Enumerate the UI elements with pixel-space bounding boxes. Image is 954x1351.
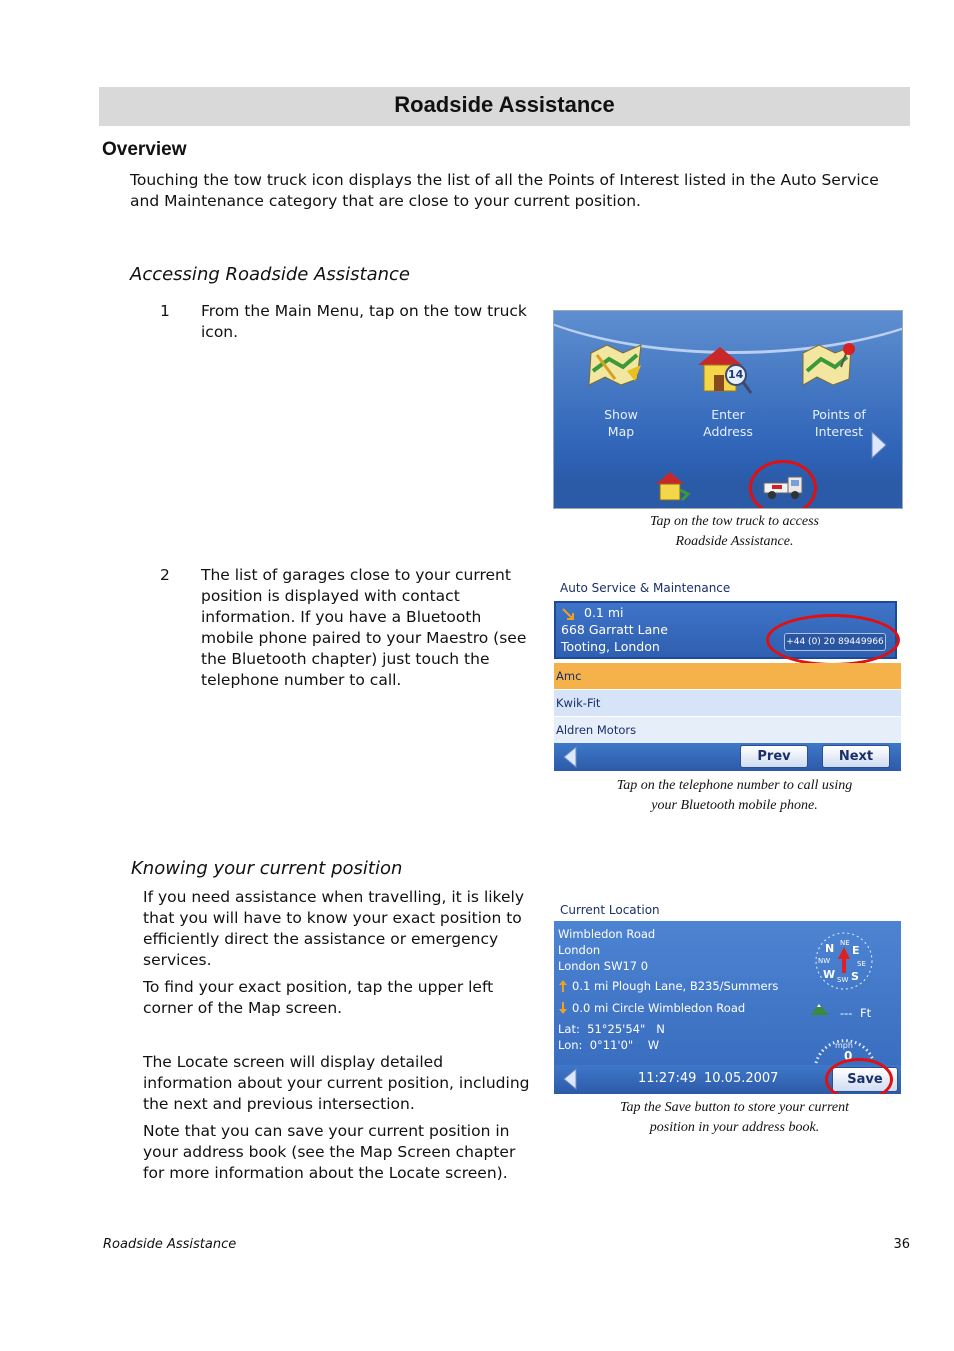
altitude-value: ---	[840, 1006, 853, 1020]
previous-intersection: 0.0 mi Circle Wimbledon Road	[572, 1001, 746, 1015]
phone-highlight-ring	[766, 614, 900, 666]
next-intersection: 0.1 mi Plough Lane, B235/Summers	[572, 979, 779, 993]
compass-e: E	[852, 944, 860, 957]
overview-text: Touching the tow truck icon displays the list of all the Points of Interest listed in the Auto Service and Maintenance category that are close to your current position.	[130, 171, 879, 210]
overview-heading: Overview	[102, 139, 187, 160]
garage-street: 668 Garratt Lane	[561, 622, 668, 637]
compass-sw: SW	[837, 976, 849, 984]
back-arrow-icon[interactable]	[562, 1068, 578, 1090]
clock-time: 11:27:49	[638, 1071, 697, 1086]
down-arrow-icon	[558, 1001, 568, 1015]
next-page-arrow-icon[interactable]	[870, 430, 888, 460]
tow-truck-highlight-ring	[749, 460, 817, 509]
accessing-heading: Accessing Roadside Assistance	[130, 264, 410, 285]
location-line-1: Wimbledon Road	[558, 927, 656, 941]
caption-3: Tap the Save button to store your current position in your address book.	[619, 1100, 850, 1135]
prev-button[interactable]: Prev	[740, 745, 808, 768]
compass-ne: NE	[840, 939, 850, 947]
caption-1: Tap on the tow truck to access Roadside Assistance.	[649, 514, 820, 549]
page-title: Roadside Assistance	[394, 92, 615, 117]
speed-unit: mph	[835, 1041, 853, 1050]
menu-bottom-bar	[554, 481, 902, 508]
auto-service-header: Auto Service & Maintenance	[560, 581, 731, 595]
direction-arrow-icon	[562, 608, 574, 620]
compass-n: N	[825, 942, 835, 955]
location-line-3: London SW17 0	[558, 959, 649, 973]
speed-value: 0	[844, 1049, 853, 1063]
knowing-para-4: Note that you can save your current position in your address book (see the Map Screen chapter for more information about the Locate screen).	[143, 1122, 516, 1182]
enter-address-icon[interactable]	[694, 343, 754, 399]
knowing-heading: Knowing your current position	[131, 858, 403, 879]
compass-se: SE	[857, 960, 866, 968]
points-of-interest-icon[interactable]	[801, 341, 859, 389]
phone-number-button[interactable]: +44 (0) 20 89449966	[784, 633, 886, 651]
auto-service-screenshot	[554, 577, 901, 771]
enter-address-label[interactable]: Enter Address	[703, 407, 753, 439]
points-of-interest-label[interactable]: Points of Interest	[812, 407, 866, 439]
up-arrow-icon	[558, 979, 568, 993]
mountain-icon	[810, 1002, 830, 1016]
garage-distance: 0.1 mi	[584, 605, 624, 620]
step-2-text: The list of garages close to your current position is displayed with contact information. If you have a Bluetooth mobile phone paired to your Maestro (see the Bluetooth chapter) just touch the telephone number to call.	[201, 566, 527, 689]
compass-s: S	[851, 970, 859, 983]
caption-2: Tap on the telephone number to call using your Bluetooth mobile phone.	[616, 778, 853, 813]
step-1-number: 1	[160, 302, 170, 320]
knowing-para-2: To find your exact position, tap the upper left corner of the Map screen.	[143, 978, 494, 1017]
knowing-para-1: If you need assistance when travelling, it is likely that you will have to know your exact position to efficiently direct the assistance or emergency services.	[143, 888, 524, 969]
compass-w: W	[823, 968, 836, 981]
garage-area: Tooting, London	[561, 639, 660, 654]
back-arrow-icon[interactable]	[562, 746, 578, 768]
save-button[interactable]: Save	[832, 1067, 898, 1092]
step-2-number: 2	[160, 566, 170, 584]
list-item[interactable]: Amc	[554, 663, 901, 689]
location-line-2: London	[558, 943, 601, 957]
list-item[interactable]: Kwik-Fit	[554, 690, 901, 716]
main-menu-screenshot	[553, 310, 903, 509]
home-icon[interactable]	[652, 468, 692, 504]
knowing-para-3: The Locate screen will display detailed information about your current position, including the next and previous intersection.	[143, 1053, 530, 1113]
date: 10.05.2007	[704, 1071, 779, 1086]
step-1-text: From the Main Menu, tap on the tow truck icon.	[201, 302, 527, 341]
show-map-icon[interactable]	[587, 341, 645, 389]
address-badge: 14	[728, 368, 744, 381]
show-map-label[interactable]: Show Map	[604, 407, 638, 439]
footer-section-title: Roadside Assistance	[103, 1237, 237, 1252]
altitude-unit: Ft	[860, 1006, 872, 1020]
latitude: Lat: 51°25'54" N	[558, 1022, 665, 1036]
longitude: Lon: 0°11'0" W	[558, 1038, 660, 1052]
page-number: 36	[893, 1237, 910, 1252]
compass-nw: NW	[818, 957, 831, 965]
next-button[interactable]: Next	[822, 745, 890, 768]
current-location-screenshot	[554, 899, 901, 1094]
save-highlight-ring	[825, 1058, 893, 1094]
list-item[interactable]: Aldren Motors	[554, 717, 901, 743]
current-location-header: Current Location	[560, 903, 660, 917]
